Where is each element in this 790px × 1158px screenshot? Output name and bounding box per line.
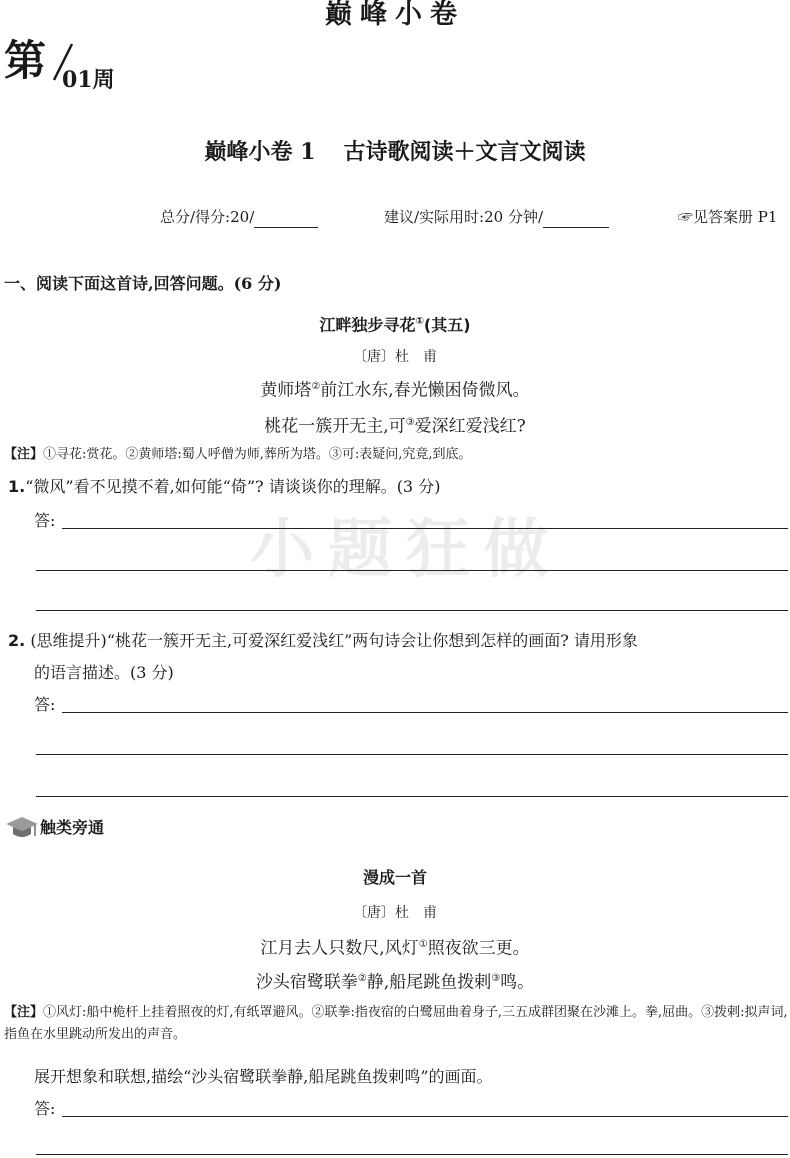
answer-line[interactable] [36,610,788,611]
footnote-mark: ② [311,381,321,392]
poem2-line2-b: 静,船尾跳鱼拨剌 [366,972,492,993]
poem1-line1-b: 前江水东,春光懒困倚微风。 [320,380,530,401]
poem2-line2-c: 鸣。 [500,972,535,993]
poem1-title-suffix: (其五) [423,315,471,335]
footnote-mark: ③ [491,973,501,984]
note-text: ①寻花:赏花。②黄师塔:蜀人呼僧为师,葬所为塔。③可:表疑问,究竟,到底。 [43,447,472,462]
watermark: 小题狂做 [250,512,562,587]
footnote-mark: ① [418,939,428,950]
question-text: “微风”看不见摸不着,如何能“倚”? 请谈谈你的理解。(3 分) [25,477,441,496]
week-number: 01周 [62,67,115,93]
extension-question: 展开想象和联想,描绘“沙头宿鹭联拳静,船尾跳鱼拨剌鸣”的画面。 [34,1067,493,1086]
poem1-title [0,310,790,337]
poem1-line2 [0,410,790,440]
answer-label: 答: [34,1099,56,1118]
graduation-cap-icon [4,814,40,842]
poem2-notes [4,1002,788,1046]
note-text: ①风灯:船中桅杆上挂着照夜的灯,有纸罩避风。②联拳:指夜宿的白鹭屈曲着身子,三五成群团聚在沙滩上。拳,屈曲。③拨剌:拟声词,指鱼在水里跳动所发出的声音。 [4,1005,788,1042]
question-text: “桃花一簇开无主,可爱深红爱浅红”两句诗会让你想到怎样的画面? 请用形象 [106,631,638,650]
question-1 [8,474,440,500]
extension-heading: 触类旁通 [40,818,105,837]
question-tag: (思维提升) [30,631,107,650]
answer-line[interactable] [36,1154,788,1155]
answer-line[interactable] [36,796,788,797]
poem1-line1-a: 黄师塔 [260,380,312,401]
poem2-line1-b: 照夜欲三更。 [427,938,530,959]
answer-line[interactable] [36,570,788,571]
poem2-line2 [0,966,790,996]
poem1-notes [4,444,472,466]
poem2-author: 〔唐〕杜 甫 [353,905,437,921]
poem1-title-text: 江畔独步寻花 [319,315,416,335]
poem1-line2-b: 爱深红爱浅红? [414,416,526,437]
poem2-line1 [0,932,790,962]
answer-label: 答: [34,695,56,714]
answer-line[interactable] [36,754,788,755]
answer-label: 答: [34,511,56,530]
question-number: 1. [8,477,26,496]
poem2-title: 漫成一首 [362,868,427,887]
answer-line[interactable] [62,528,788,529]
week-prefix: 第 [4,36,47,85]
note-label: 【注】 [4,1005,44,1020]
poem2-line2-a: 沙头宿鹭联拳 [255,972,358,993]
footnote-mark: ③ [405,417,415,428]
time-label: 建议/实际用时:20 分钟/ [384,208,544,226]
paper-title-part2: 古诗歌阅读＋文言文阅读 [343,139,586,165]
total-score-label: 总分/得分:20/ [160,208,255,226]
paper-title [0,137,790,167]
time-used [384,206,609,228]
question-number: 2. [8,631,26,650]
question-2 [8,628,638,654]
answer-line[interactable] [62,712,788,713]
time-blank[interactable] [543,211,609,228]
question-2-line2: 的语言描述。(3 分) [34,663,174,682]
total-score [160,206,318,228]
poem1-line1 [0,374,790,404]
footnote-mark: ① [415,316,424,327]
poem1-line2-a: 桃花一簇开无主,可 [264,416,406,437]
section1-heading: 一、阅读下面这首诗,回答问题。(6 分) [4,274,282,293]
footnote-mark: ② [357,973,367,984]
answer-reference: ☞见答案册 P1 [678,208,778,226]
note-label: 【注】 [4,447,44,462]
poem2-line1-a: 江月去人只数尺,风灯 [260,938,419,959]
score-blank[interactable] [254,211,318,228]
answer-line[interactable] [62,1116,788,1117]
paper-title-part1: 巅峰小卷 1 [204,139,316,165]
poem1-author: 〔唐〕杜 甫 [353,349,437,365]
header-title: 巅峰小卷 [325,0,465,30]
